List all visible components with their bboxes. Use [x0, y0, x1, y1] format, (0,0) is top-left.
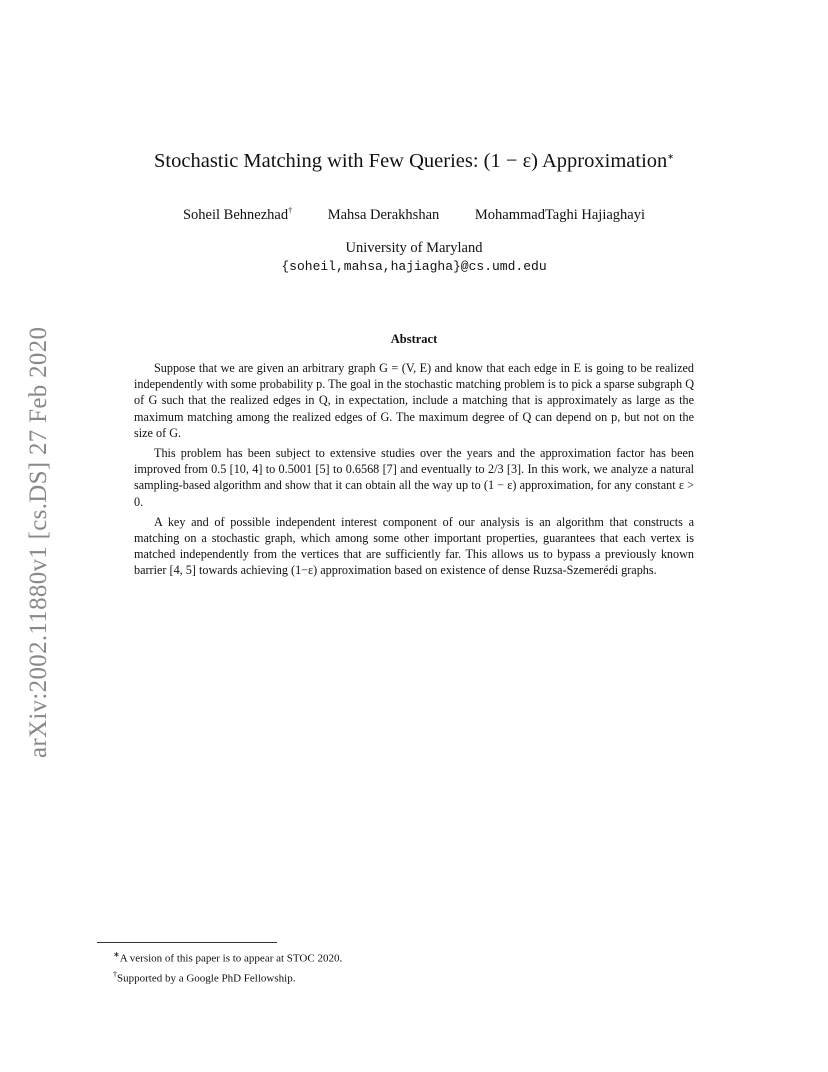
abstract-body — [134, 360, 694, 583]
title-footnote-mark: ∗ — [667, 152, 674, 162]
author — [475, 207, 645, 224]
title-text: Stochastic Matching with Few Queries: (1 − ε) Approximation — [154, 150, 668, 172]
abstract-paragraph: A key and of possible independent interest component of our analysis is an algorithm that constructs a matching on a stochastic graph, which among some other important properties, guarantees that each vertex is matched independently from the vertices that are sufficiently far. This allows us to bypass a previously known barrier [4, 5] towards achieving (1−ε) approximation based on existence of dense Ruzsa-Szemerédi graphs. — [134, 514, 694, 578]
arxiv-stamp — [17, 288, 63, 758]
author-name: Mahsa Derakhshan — [327, 206, 440, 223]
abstract-paragraph: Suppose that we are given an arbitrary graph G = (V, E) and know that each edge in E is going to be realized independently with some probability p. The goal in the stochastic matching problem is to pick a sparse subgraph Q of G such that the realized edges in Q, in expectation, include a matching that is approximately as large as the maximum matching among the realized edges of G. The maximum degree of Q can depend on p, but not on the size of G. — [134, 361, 694, 440]
paper-title — [0, 150, 828, 173]
footnote-text: A version of this paper is to appear at STOC 2020. — [119, 952, 343, 965]
affiliation: University of Maryland — [345, 240, 483, 256]
footnote-mark: ∗ — [113, 950, 120, 959]
arxiv-stamp-text: arXiv:2002.11880v1 [cs.DS] 27 Feb 2020 — [25, 326, 52, 758]
author-emails: {soheil,mahsa,hajiagha}@cs.umd.edu — [281, 259, 547, 274]
author — [328, 207, 440, 224]
author-footnote-mark: † — [288, 206, 293, 215]
footnote-text: Supported by a Google PhD Fellowship. — [117, 972, 296, 985]
footnote — [113, 947, 342, 967]
footnotes — [113, 947, 342, 986]
author-name: MohammadTaghi Hajiaghayi — [474, 206, 646, 223]
footnote-rule — [97, 942, 277, 943]
author-list — [0, 206, 828, 224]
footnote — [113, 967, 342, 987]
author-name: Soheil Behnezhad — [182, 206, 289, 223]
abstract-heading: Abstract — [390, 332, 438, 346]
abstract-paragraph: This problem has been subject to extensive studies over the years and the approximation factor has been improved from 0.5 [10, 4] to 0.5001 [5] to 0.6568 [7] and eventually to 2/3 [3]. In this work, we analyze a natural sampling-based algorithm and show that it can obtain all the way up to (1 − ε) approximation, for any constant ε > 0. — [134, 446, 694, 509]
footnote-mark: † — [113, 969, 117, 979]
author — [183, 206, 292, 224]
